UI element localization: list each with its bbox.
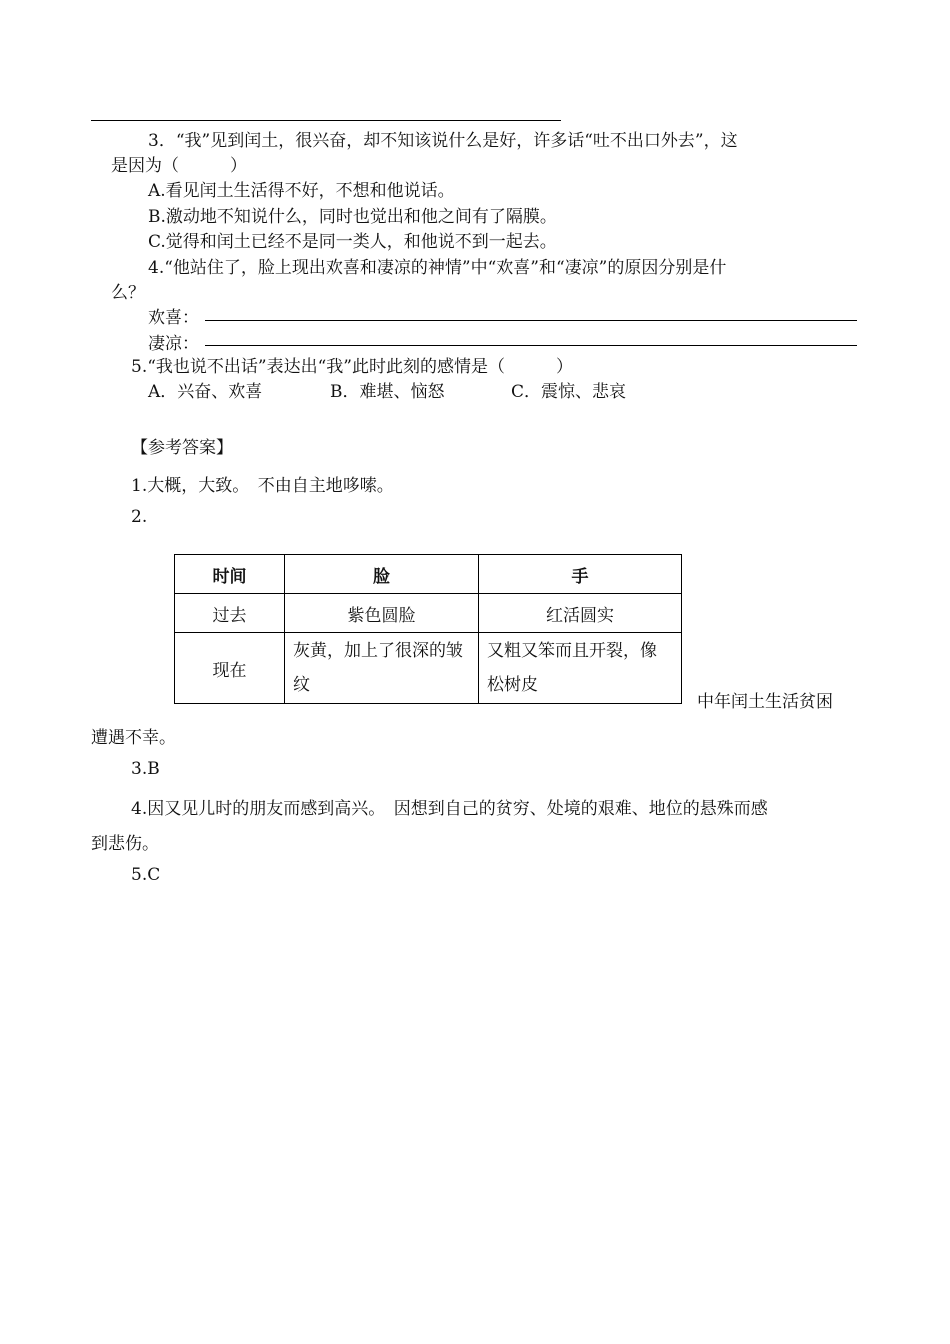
q5-stem: 5.“我也说不出话”表达出“我”此时此刻的感情是（ ） bbox=[131, 357, 573, 377]
answer-4-line1: 4.因又见儿时的朋友而感到高兴。 因想到自己的贫穷、处境的艰难、地位的悬殊而感 bbox=[131, 799, 768, 819]
table-header-row bbox=[175, 555, 682, 594]
answer-2-table bbox=[174, 554, 682, 704]
answer-2-tail-line1: 中年闰土生活贫困 bbox=[697, 692, 833, 712]
table-row bbox=[175, 633, 682, 704]
q5-option-b: B．难堪、恼怒 bbox=[330, 382, 445, 402]
q4-sad-answer-line[interactable] bbox=[205, 345, 857, 346]
answer-4-line2: 到悲伤。 bbox=[91, 834, 159, 854]
table-header: 手 bbox=[479, 555, 682, 594]
table-cell: 过去 bbox=[175, 594, 285, 633]
answer-2-label: 2. bbox=[131, 507, 148, 527]
q3-stem-line2: 是因为（ ） bbox=[111, 156, 247, 176]
top-divider bbox=[91, 120, 561, 121]
q3-option-a: A.看见闰土生活得不好，不想和他说话。 bbox=[148, 181, 455, 201]
table-cell: 红活圆实 bbox=[479, 594, 682, 633]
table-header: 脸 bbox=[285, 555, 479, 594]
q4-label-sad: 凄凉： bbox=[148, 334, 199, 354]
q4-stem-line1: 4.“他站住了，脸上现出欢喜和凄凉的神情”中“欢喜”和“凄凉”的原因分别是什 bbox=[148, 258, 727, 278]
table-cell: 紫色圆脸 bbox=[285, 594, 479, 633]
q5-option-a: A．兴奋、欢喜 bbox=[148, 382, 263, 402]
table-cell: 灰黄，加上了很深的皱纹 bbox=[285, 633, 479, 704]
table-row bbox=[175, 594, 682, 633]
answer-2-tail-line2: 遭遇不幸。 bbox=[91, 728, 176, 748]
table-cell: 现在 bbox=[175, 633, 285, 704]
table-header: 时间 bbox=[175, 555, 285, 594]
q4-stem-line2: 么？ bbox=[111, 283, 145, 303]
q5-option-c: C．震惊、悲哀 bbox=[511, 382, 627, 402]
q3-stem-line1: 3．“我”见到闰土，很兴奋，却不知该说什么是好，许多话“吐不出口外去”，这 bbox=[148, 131, 738, 151]
q4-label-joy: 欢喜： bbox=[148, 308, 199, 328]
answer-3: 3.B bbox=[131, 759, 160, 779]
q4-joy-answer-line[interactable] bbox=[205, 320, 857, 321]
answer-1: 1.大概，大致。 不由自主地哆嗦。 bbox=[131, 476, 394, 496]
table-cell: 又粗又笨而且开裂，像松树皮 bbox=[479, 633, 682, 704]
q3-option-b: B.激动地不知说什么，同时也觉出和他之间有了隔膜。 bbox=[148, 207, 557, 227]
answer-5: 5.C bbox=[131, 865, 161, 885]
answers-heading: 【参考答案】 bbox=[131, 438, 233, 458]
q3-option-c: C.觉得和闰土已经不是同一类人，和他说不到一起去。 bbox=[148, 232, 557, 252]
